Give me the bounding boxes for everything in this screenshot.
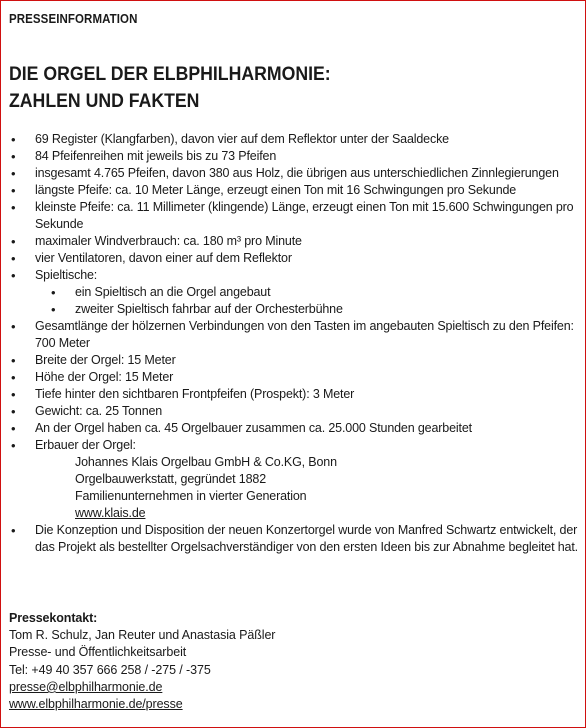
list-item: • Breite der Orgel: 15 Meter [1, 352, 586, 369]
document-kicker: PRESSEINFORMATION [9, 12, 138, 26]
list-item: • maximaler Windverbrauch: ca. 180 m³ pro Minute [1, 233, 586, 250]
title-line-1: DIE ORGEL DER ELBPHILHARMONIE: [9, 64, 331, 85]
title-line-2: ZAHLEN UND FAKTEN [9, 91, 200, 112]
builder-name: Johannes Klais Orgelbau GmbH & Co.KG, Bonn [75, 455, 337, 469]
builder-family: Familienunternehmen in vierter Generation [75, 489, 307, 503]
list-item-consoles [1, 267, 586, 318]
list-item: • vier Ventilatoren, davon einer auf dem Reflektor [1, 250, 586, 267]
sublist-item: • zweiter Spieltisch fahrbar auf der Orchesterbühne [35, 301, 579, 318]
list-item: • Gesamtlänge der hölzernen Verbindungen von den Tasten im angebauten Spieltisch zu den Pfeifen: 700 Meter [1, 318, 586, 352]
list-item: • Tiefe hinter den sichtbaren Frontpfeifen (Prospekt): 3 Meter [1, 386, 586, 403]
press-contact [9, 610, 275, 713]
list-item-builder [1, 437, 586, 522]
builder-website-link[interactable]: www.klais.de [75, 506, 146, 520]
page-title [9, 61, 331, 115]
consoles-sublist [35, 284, 579, 318]
list-item: • insgesamt 4.765 Pfeifen, davon 380 aus Holz, die übrigen aus unterschiedlichen Zinnlegierungen [1, 165, 586, 182]
list-item: • Höhe der Orgel: 15 Meter [1, 369, 586, 386]
sublist-item: • ein Spieltisch an die Orgel angebaut [35, 284, 579, 301]
contact-email-link[interactable]: presse@elbphilharmonie.de [9, 679, 163, 694]
contact-department: Presse- und Öffentlichkeitsarbeit [9, 645, 187, 660]
builder-block [35, 454, 579, 522]
facts-list [1, 131, 586, 556]
contact-names: Tom R. Schulz, Jan Reuter und Anastasia Päßler [9, 628, 276, 643]
builder-label: • Erbauer der Orgel: [35, 438, 136, 452]
list-item: • 84 Pfeifenreihen mit jeweils bis zu 73 Pfeifen [1, 148, 586, 165]
list-item: • Die Konzeption und Disposition der neuen Konzertorgel wurde von Manfred Schwartz entwickelt, der das Projekt als bestellter Orgelsachverständiger von den ersten Ideen bis zur Abnahme begleitet hat. [1, 522, 586, 556]
contact-label: Pressekontakt: [9, 611, 98, 625]
builder-workshop: Orgelbauwerkstatt, gegründet 1882 [75, 472, 267, 486]
contact-phone: Tel: +49 40 357 666 258 / -275 / -375 [9, 662, 211, 677]
consoles-label: • Spieltische: [35, 268, 98, 282]
list-item: • kleinste Pfeife: ca. 11 Millimeter (klingende) Länge, erzeugt einen Ton mit 15.600 Schwingungen pro Sekunde [1, 199, 586, 233]
list-item: • Gewicht: ca. 25 Tonnen [1, 403, 586, 420]
list-item: • längste Pfeife: ca. 10 Meter Länge, erzeugt einen Ton mit 16 Schwingungen pro Sekunde [1, 182, 586, 199]
list-item: • An der Orgel haben ca. 45 Orgelbauer zusammen ca. 25.000 Stunden gearbeitet [1, 420, 586, 437]
contact-web-link[interactable]: www.elbphilharmonie.de/presse [9, 697, 183, 712]
list-item: • 69 Register (Klangfarben), davon vier auf dem Reflektor unter der Saaldecke [1, 131, 586, 148]
